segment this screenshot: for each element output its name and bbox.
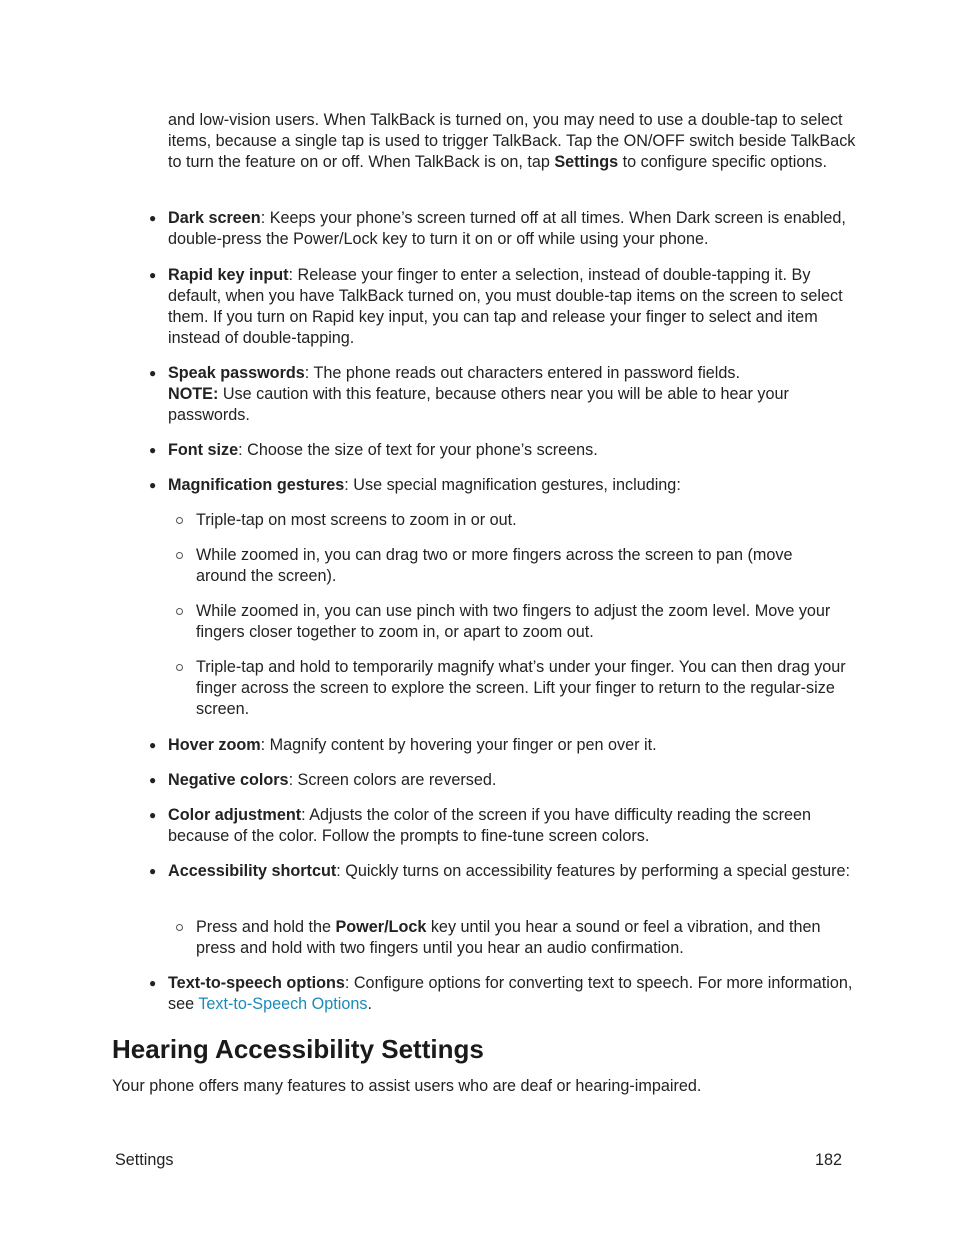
sub-item-triple-tap: Triple-tap on most screens to zoom in or out. <box>196 510 846 531</box>
text-to-speech-options-link[interactable]: Text-to-Speech Options <box>198 995 368 1013</box>
sub-item-triple-tap-hold: Triple-tap and hold to temporarily magnify what’s under your finger. You can then drag your finger across the screen to explore the screen. Lift your finger to return to the regular-size screen. <box>196 657 846 720</box>
circle-bullet-icon <box>176 924 183 931</box>
sub-item-press-hold-power: Press and hold the Power/Lock key until you hear a sound or feel a vibration, and then press and hold with two fingers until you hear an audio confirmation. <box>196 917 846 959</box>
bullet-icon: ● <box>149 211 157 225</box>
bullet-icon: ● <box>149 864 157 878</box>
circle-bullet-icon <box>176 664 183 671</box>
note-label: NOTE: <box>168 385 219 403</box>
list-item-color-adjustment: ● Color adjustment: Adjusts the color of the screen if you have difficulty reading the screen because of the color. Follow the prompts to fine-tune screen colors. <box>149 806 812 845</box>
settings-term: Settings <box>554 153 619 171</box>
footer-page-number: 182 <box>814 1151 842 1169</box>
sub-item-drag-pan: While zoomed in, you can drag two or more fingers across the screen to pan (move around the screen). <box>196 545 846 587</box>
list-item-text-to-speech: ● Text-to-speech options: Configure options for converting text to speech. For more information, see Text-to-Speech Options. <box>149 974 853 1013</box>
circle-bullet-icon <box>176 552 183 559</box>
list-item-font-size: ● Font size: Choose the size of text for your phone’s screens. <box>149 441 598 459</box>
list-item-dark-screen: ● Dark screen: Keeps your phone’s screen turned off at all times. When Dark screen is enabled, double-press the Power/Lock key to turn it on or off while using your phone. <box>149 209 846 248</box>
bullet-icon: ● <box>149 976 157 990</box>
bullet-icon: ● <box>149 478 157 492</box>
intro-paragraph: and low-vision users. When TalkBack is turned on, you may need to use a double-tap to select items, because a single tap is used to trigger TalkBack. Tap the ON/OFF switch beside TalkBack to turn the feature on or off. When TalkBack is on, tap Settings to configure specific options. <box>168 111 856 171</box>
list-item-negative-colors: ● Negative colors: Screen colors are reversed. <box>149 771 497 789</box>
bullet-icon: ● <box>149 366 157 380</box>
list-item-accessibility-shortcut: ● Accessibility shortcut: Quickly turns on accessibility features by performing a special gesture: <box>149 862 850 880</box>
bullet-icon: ● <box>149 808 157 822</box>
bullet-icon: ● <box>149 738 157 752</box>
list-item-speak-passwords: ● Speak passwords: The phone reads out characters entered in password fields. NOTE: Use caution with this feature, because others near you will be able to hear your passwords. <box>149 364 789 424</box>
circle-bullet-icon <box>176 608 183 615</box>
bullet-icon: ● <box>149 443 157 457</box>
list-item-rapid-key-input: ● Rapid key input: Release your finger to enter a selection, instead of double-tapping it. By default, when you have TalkBack turned on, you must double-tap items on the screen to select them. If you turn on Rapid key input, you can tap and release your finger to select and item instead of double-tapping. <box>149 266 843 347</box>
bullet-icon: ● <box>149 268 157 282</box>
circle-bullet-icon <box>176 517 183 524</box>
list-item-magnification-gestures: ● Magnification gestures: Use special magnification gestures, including: <box>149 476 681 494</box>
section-lead-paragraph: Your phone offers many features to assist users who are deaf or hearing-impaired. <box>112 1077 702 1095</box>
sub-item-pinch-zoom: While zoomed in, you can use pinch with two fingers to adjust the zoom level. Move your fingers closer together to zoom in, or apart to zoom out. <box>196 601 846 643</box>
footer-section-name: Settings <box>115 1151 174 1169</box>
bullet-icon: ● <box>149 773 157 787</box>
list-item-hover-zoom: ● Hover zoom: Magnify content by hovering your finger or pen over it. <box>149 736 657 754</box>
section-heading: Hearing Accessibility Settings <box>112 1034 484 1064</box>
